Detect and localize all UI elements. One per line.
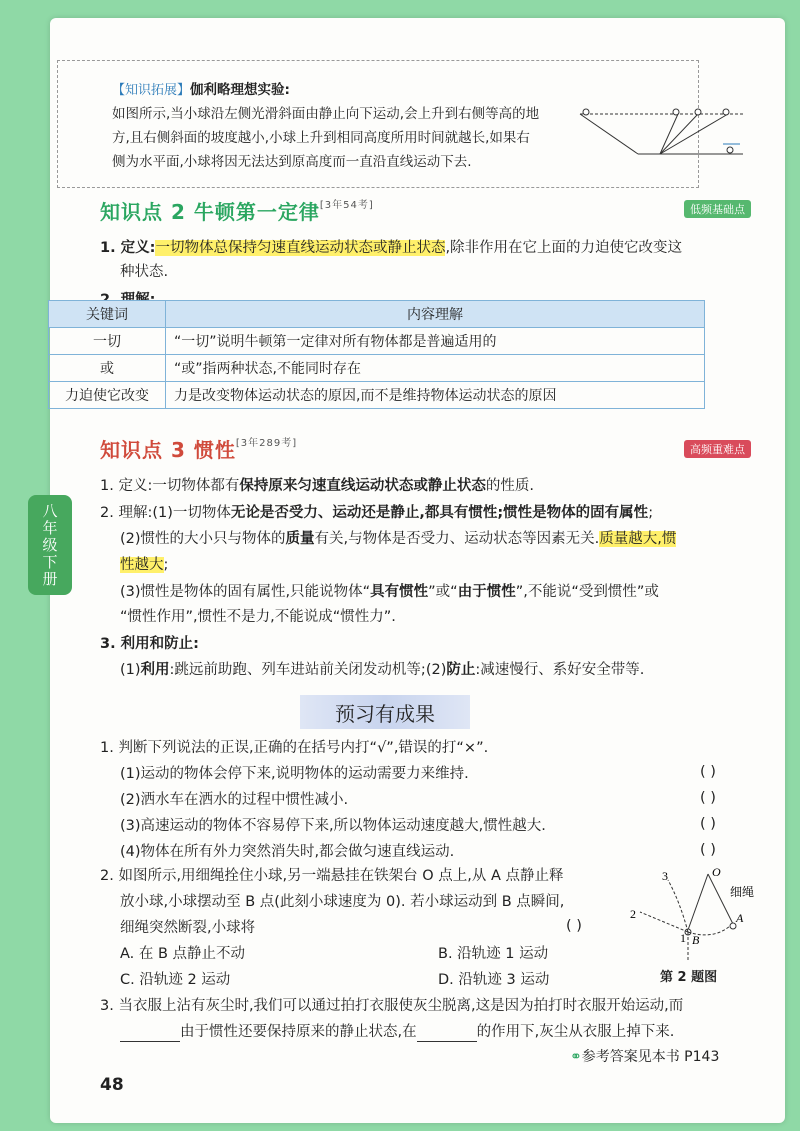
bold-text: 无论是否受力、运动还是静止,都具有惯性;惯性是物体的固有属性	[230, 505, 649, 521]
label-track-3: 3	[662, 869, 668, 883]
label-a: A	[736, 911, 744, 925]
q1-item-2: (2)洒水车在洒水的过程中惯性减小.	[120, 792, 349, 808]
table-cell: “一切”说明牛顿第一定律对所有物体都是普遍适用的	[166, 328, 705, 355]
text: 2. 理解:(1)一切物体	[100, 505, 231, 521]
kp2-def-line2: 种状态.	[120, 264, 169, 280]
label-track-1: 1	[680, 931, 686, 945]
kp2-def-rest: ,除非作用在它上面的力迫使它改变这	[445, 240, 683, 256]
table-cell: “或”指两种状态,不能同时存在	[166, 355, 705, 382]
table-header-row	[49, 301, 705, 328]
text: (1)	[120, 662, 141, 678]
highlight-text: 性越大	[120, 557, 164, 573]
q1-item-1: (1)运动的物体会停下来,说明物体的运动需要力来维持.	[120, 766, 469, 782]
text: 有关,与物体是否受力、运动状态等因素无关.	[314, 531, 600, 547]
kp3-line-7: 3. 利用和防止:	[100, 636, 199, 652]
extension-heading	[112, 80, 290, 101]
table-cell: 或	[49, 355, 166, 382]
extension-title: 伽利略理想实验:	[190, 82, 290, 98]
q2-option-d: D. 沿轨迹 3 运动	[438, 972, 550, 988]
answer-bracket[interactable]: ( )	[700, 842, 716, 858]
bold-text: 由于惯性	[457, 584, 516, 600]
answer-bracket[interactable]: ( )	[700, 816, 716, 832]
kp3-line-2	[100, 503, 653, 523]
answer-bracket[interactable]: ( )	[700, 790, 716, 806]
figure-caption: 第 2 题图	[660, 970, 718, 985]
kp2-def-prefix: 1. 定义:	[100, 240, 156, 256]
label-track-2: 2	[630, 907, 636, 921]
extension-line-1: 如图所示,当小球沿左侧光滑斜面由静止向下运动,会上升到右侧等高的地	[112, 106, 540, 122]
extension-line-2: 方,且右侧斜面的坡度越小,小球上升到相同高度所用时间就越长,如果右	[112, 130, 530, 146]
fill-blank[interactable]	[417, 1027, 477, 1042]
grade-side-tab: 八年级下册	[28, 495, 72, 595]
kp3-line-3	[120, 529, 676, 549]
label-o: O	[712, 865, 721, 879]
bold-text: 质量	[285, 531, 315, 547]
text: 的作用下,灰尘从衣服上掉下来.	[476, 1024, 675, 1040]
q2-option-a: A. 在 B 点静止不动	[120, 946, 246, 962]
answer-bracket[interactable]: ( )	[700, 764, 716, 780]
kp3-title	[100, 434, 297, 463]
answer-ref-text: 参考答案见本书 P143	[581, 1049, 720, 1065]
kp2-title-text: 知识点 2 牛顿第一定律	[100, 200, 320, 224]
q1-stem: 1. 判断下列说法的正误,正确的在括号内打“√”,错误的打“×”.	[100, 740, 489, 756]
table-row	[49, 382, 705, 409]
table-cell: 力迫使它改变	[49, 382, 166, 409]
q2-option-c: C. 沿轨迹 2 运动	[120, 972, 231, 988]
table-cell: 力是改变物体运动状态的原因,而不是维持物体运动状态的原因	[166, 382, 705, 409]
kp3-line-6: “惯性作用”,惯性不是力,不能说成“惯性力”.	[120, 609, 396, 625]
bold-text: 利用	[140, 662, 170, 678]
text: ;	[163, 557, 169, 573]
bold-text: 具有惯性	[370, 584, 429, 600]
table-row	[49, 328, 705, 355]
galileo-ramp-figure	[578, 96, 748, 166]
kp2-badge: 低频基础点	[684, 200, 751, 218]
text: (3)惯性是物体的固有属性,只能说物体“	[120, 584, 371, 600]
kp2-definition	[100, 238, 682, 258]
kp3-line-1	[100, 476, 534, 496]
bold-text: 防止	[446, 662, 476, 678]
page-number: 48	[100, 1075, 124, 1095]
text: :减速慢行、系好安全带等.	[475, 662, 645, 678]
q2-line-3: 细绳突然断裂,小球将	[120, 920, 256, 936]
text: ”,不能说“受到惯性”或	[515, 584, 659, 600]
text: 由于惯性还要保持原来的静止状态,在	[180, 1024, 417, 1040]
answer-reference	[570, 1047, 719, 1067]
label-rope: 细绳	[730, 885, 755, 899]
q1-item-4: (4)物体在所有外力突然消失时,都会做匀速直线运动.	[120, 844, 455, 860]
q2-line-2: 放小球,小球摆动至 B 点(此刻小球速度为 0). 若小球运动到 B 点瞬间,	[120, 894, 565, 910]
kp3-line-5	[120, 582, 659, 602]
fill-blank[interactable]	[120, 1027, 180, 1042]
kp2-title	[100, 196, 374, 225]
extension-line-3: 侧为水平面,小球将因无法达到原高度而一直沿直线运动下去.	[112, 154, 472, 170]
kp3-title-text: 知识点 3 惯性	[100, 438, 236, 462]
q1-item-3: (3)高速运动的物体不容易停下来,所以物体运动速度越大,惯性越大.	[120, 818, 546, 834]
q3-line-2	[120, 1022, 674, 1042]
link-icon: ⚭	[570, 1049, 582, 1065]
q2-line-1: 2. 如图所示,用细绳拴住小球,另一端悬挂在铁架台 O 点上,从 A 点静止释	[100, 868, 564, 884]
kp3-line-8	[120, 660, 644, 680]
label-b: B	[692, 933, 700, 947]
q2-option-b: B. 沿轨迹 1 运动	[438, 946, 549, 962]
kp2-sup: [3年54考]	[319, 200, 374, 211]
kp2-def-highlight: 一切物体总保持匀速直线运动状态或静止状态	[155, 240, 446, 256]
highlight-text: 质量越大,惯	[599, 531, 677, 547]
text: :跳远前助跑、列车进站前关闭发动机等;(2)	[169, 662, 447, 678]
q3-line-1: 3. 当衣服上沾有灰尘时,我们可以通过拍打衣服使灰尘脱离,这是因为拍打时衣服开始运动,而	[100, 998, 684, 1014]
text: 1. 定义:一切物体都有	[100, 478, 240, 494]
kp3-badge: 高频重难点	[684, 440, 751, 458]
text: 的性质.	[485, 478, 534, 494]
kp2-table	[48, 300, 705, 409]
section-title: 预习有成果	[300, 695, 470, 729]
text: ;	[648, 505, 654, 521]
kp3-sup: [3年289考]	[235, 438, 298, 449]
table-cell: 一切	[49, 328, 166, 355]
answer-bracket[interactable]: ( )	[566, 918, 582, 934]
table-header: 关键词	[49, 301, 166, 328]
bold-text: 保持原来匀速直线运动状态或静止状态	[239, 478, 486, 494]
table-row	[49, 355, 705, 382]
table-header: 内容理解	[166, 301, 705, 328]
pendulum-figure	[618, 862, 778, 972]
kp3-line-4	[120, 555, 168, 575]
extension-tag: 【知识拓展】	[112, 83, 191, 98]
text: ”或“	[428, 584, 458, 600]
text: (2)惯性的大小只与物体的	[120, 531, 286, 547]
